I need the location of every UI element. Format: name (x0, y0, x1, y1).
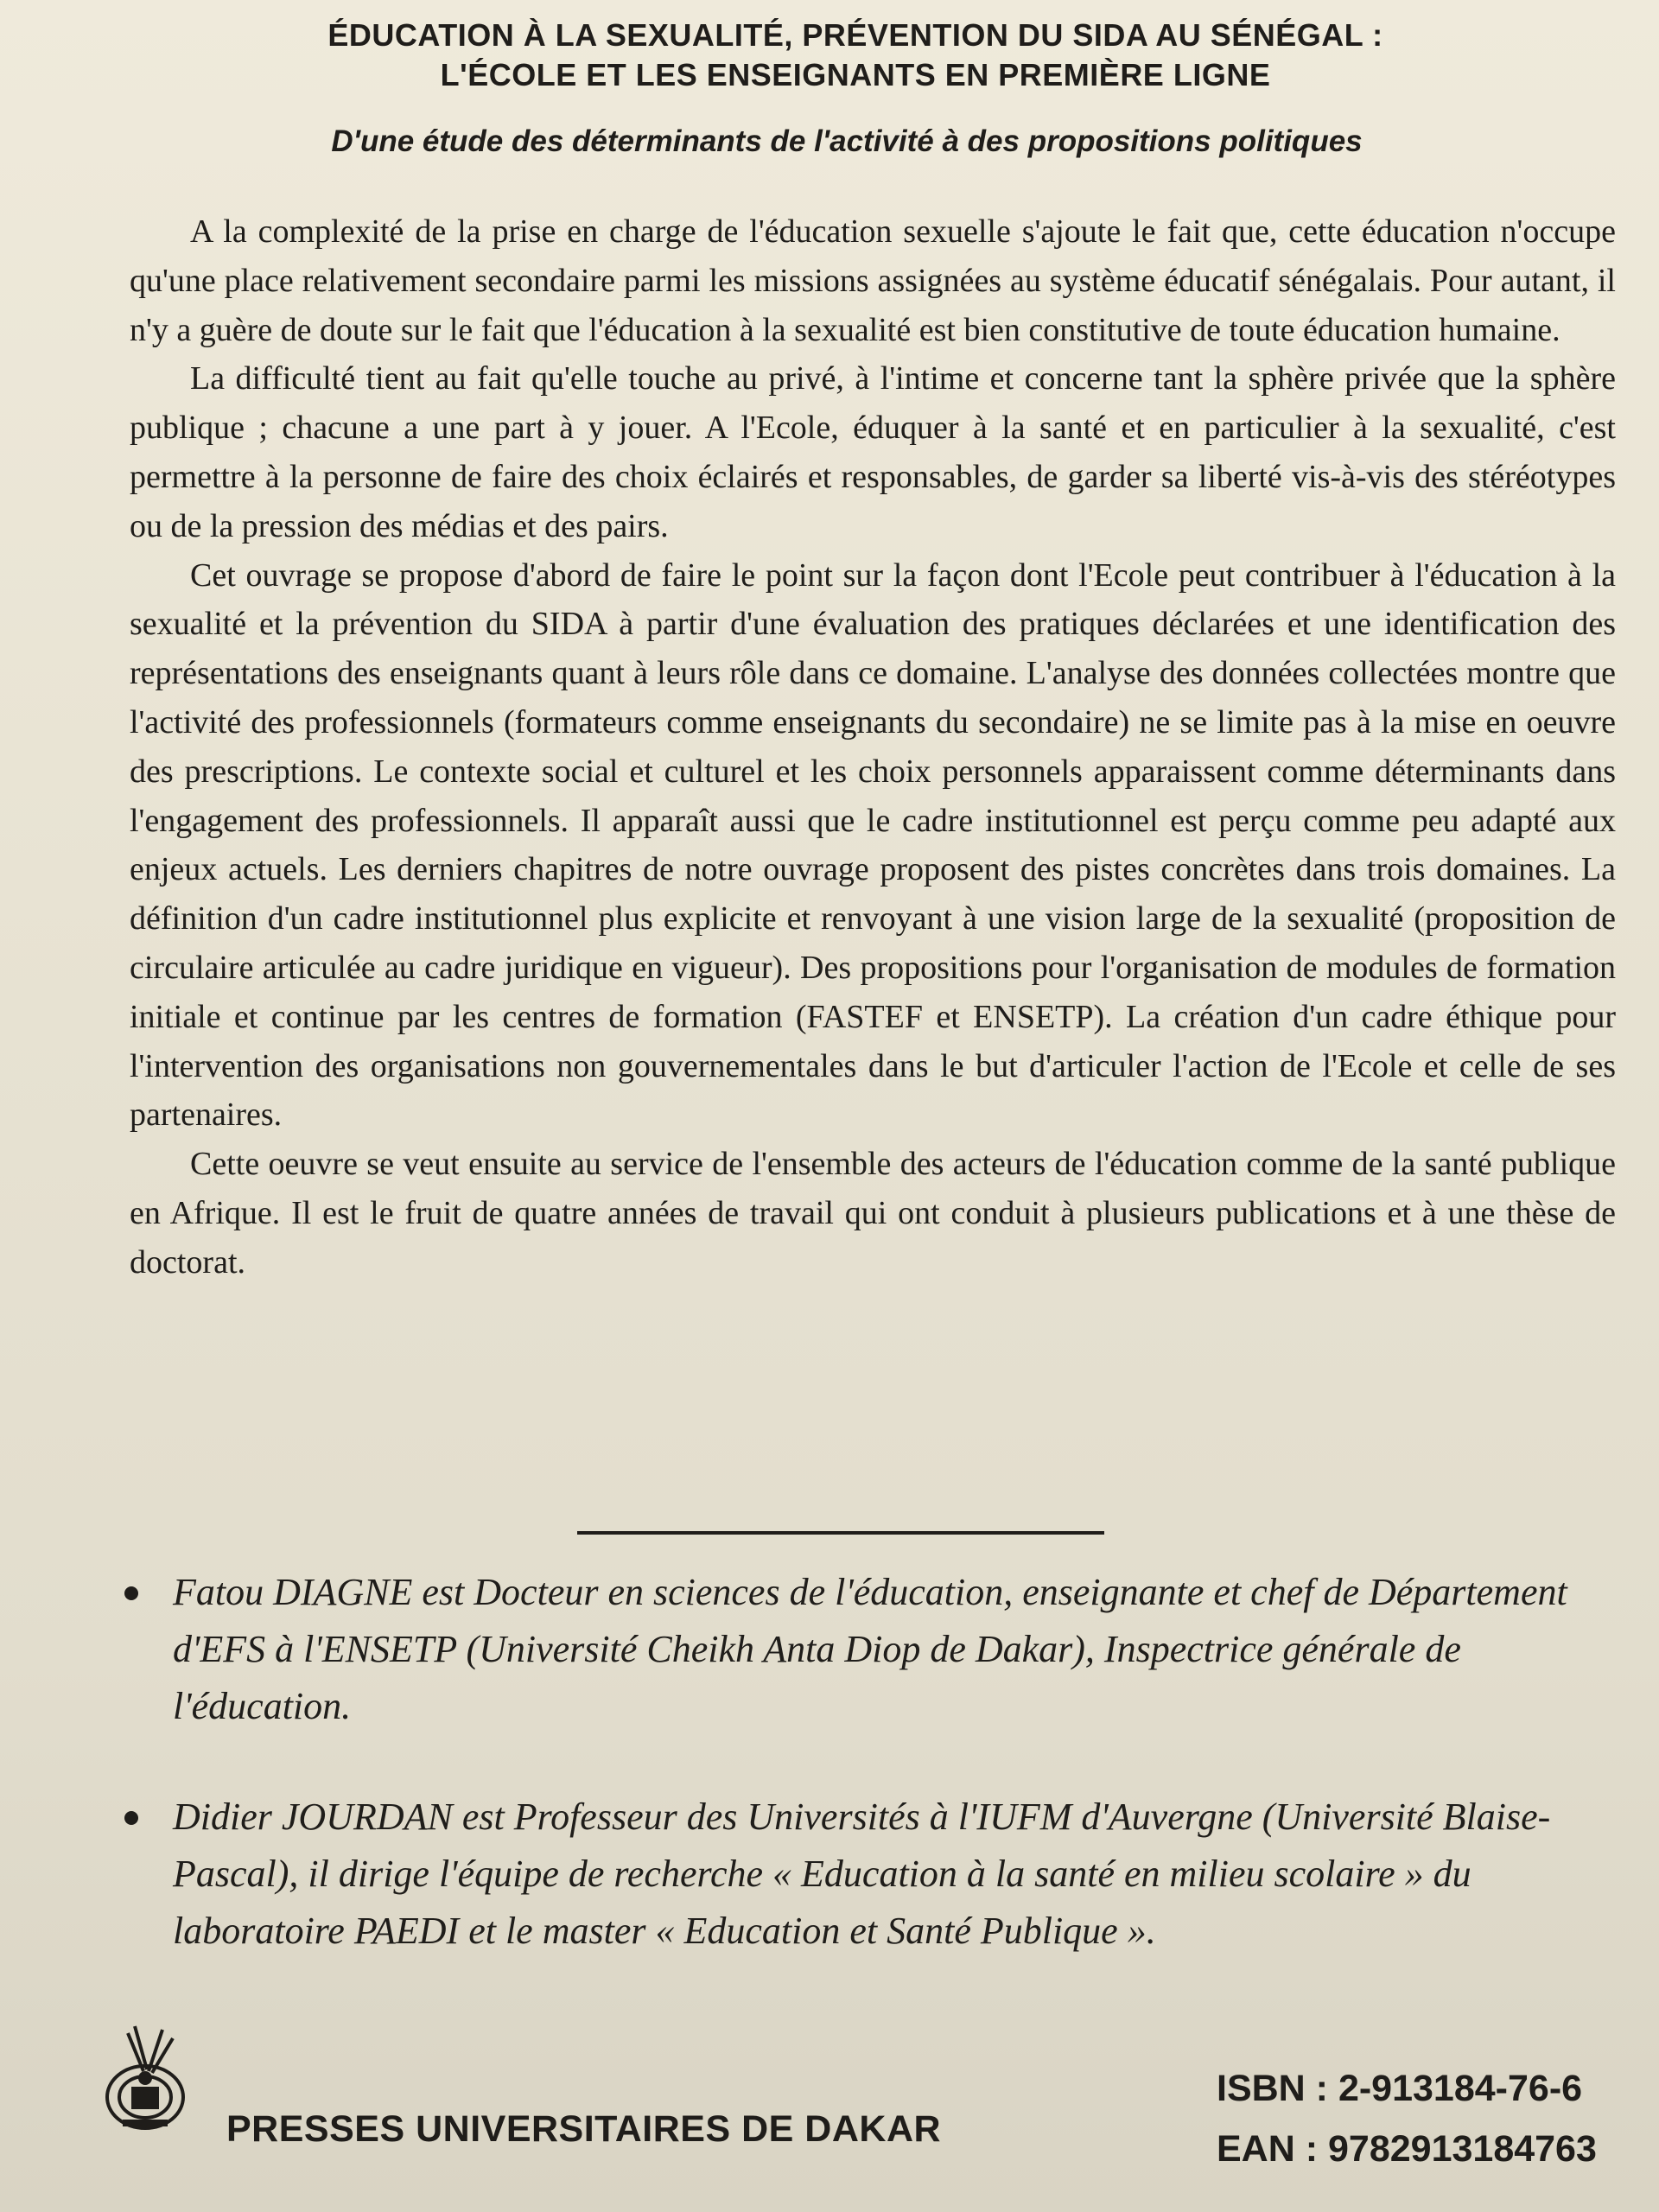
isbn-code: ISBN : 2-913184-76-6 (1217, 2068, 1583, 2109)
publisher-name: PRESSES UNIVERSITAIRES DE DAKAR (226, 2108, 942, 2150)
author-bio-diagne (112, 1564, 1633, 1735)
bullet-icon (124, 1811, 138, 1825)
book-subtitle: D'une étude des déterminants de l'activité à des propositions politiques (331, 124, 1363, 158)
bullet-icon (124, 1586, 138, 1600)
ean-code: EAN : 9782913184763 (1217, 2128, 1597, 2170)
title-line-1: ÉDUCATION À LA SEXUALITÉ, PRÉVENTION DU SIDA AU SÉNÉGAL : (327, 17, 1383, 53)
summary-text (130, 207, 1616, 1287)
book-codes (1217, 2058, 1597, 2179)
summary-paragraph-4: Cette oeuvre se veut ensuite au service de l'ensemble des acteurs de l'éducation comme de la santé publique en Afrique. Il est le fruit de quatre années de travail qui ont conduit à plusieurs publications et à une thèse de doctorat. (130, 1146, 1616, 1281)
divider-line (577, 1531, 1104, 1535)
author-bio-text: Didier JOURDAN est Professeur des Universités à l'IUFM d'Auvergne (Université Blaise-Pascal), il dirige l'équipe de recherche « Education à la santé en milieu scolaire » du laboratoire PAEDI et le master « Education et Santé Publique ». (173, 1796, 1551, 1952)
publisher-logo-icon (93, 2018, 197, 2139)
author-bio-text: Fatou DIAGNE est Docteur en sciences de l'éducation, enseignante et chef de Département d'EFS à l'ENSETP (Université Cheikh Anta Diop de Dakar), Inspectrice générale de l'éducation. (173, 1571, 1567, 1727)
summary-paragraph-1: A la complexité de la prise en charge de l'éducation sexuelle s'ajoute le fait que, cette éducation n'occupe qu'une place relativement secondaire parmi les missions assignées au système éducatif sénégalais. Pour autant, il n'y a guère de doute sur le fait que l'éducation à la sexualité est bien constitutive de toute éducation humaine. (130, 213, 1616, 348)
summary-paragraph-3: Cet ouvrage se propose d'abord de faire le point sur la façon dont l'Ecole peut contribuer à l'éducation à la sexualité et la prévention du SIDA à partir d'une évaluation des pratiques déclarées et une identification des représentations des enseignants quant à leurs rôle dans ce domaine. L'analyse des données collectées montre que l'activité des professionnels (formateurs comme enseignants du secondaire) ne se limite pas à la mise en oeuvre des prescriptions. Le contexte social et culturel et les choix personnels apparaissent comme déterminants dans l'engagement des professionnels. Il apparaît aussi que le cadre institutionnel est perçu comme peu adapté aux enjeux actuels. Les derniers chapitres de notre ouvrage proposent des pistes concrètes dans trois domaines. La définition d'un cadre institutionnel plus explicite et renvoyant à une vision large de la sexualité (proposition de circulaire articulée au cadre juridique en vigueur). Des propositions pour l'organisation de modules de formation initiale et continue par les centres de formation (FASTEF et ENSETP). La création d'un cadre éthique pour l'intervention des organisations non gouvernementales dans le but d'articuler l'action de l'Ecole et celle de ses partenaires. (130, 556, 1616, 1134)
author-bio-jourdan (112, 1789, 1633, 1960)
summary-paragraph-2: La difficulté tient au fait qu'elle touche au privé, à l'intime et concerne tant la sphère privée que la sphère publique ; chacune a une part à y jouer. A l'Ecole, éduquer à la santé et en particulier à la sexualité, c'est permettre à la personne de faire des choix éclairés et responsables, de garder sa liberté vis-à-vis des stéréotypes ou de la pression des médias et des pairs. (130, 360, 1616, 544)
book-title (156, 16, 1555, 95)
title-line-2: L'ÉCOLE ET LES ENSEIGNANTS EN PREMIÈRE LIGNE (440, 57, 1271, 92)
